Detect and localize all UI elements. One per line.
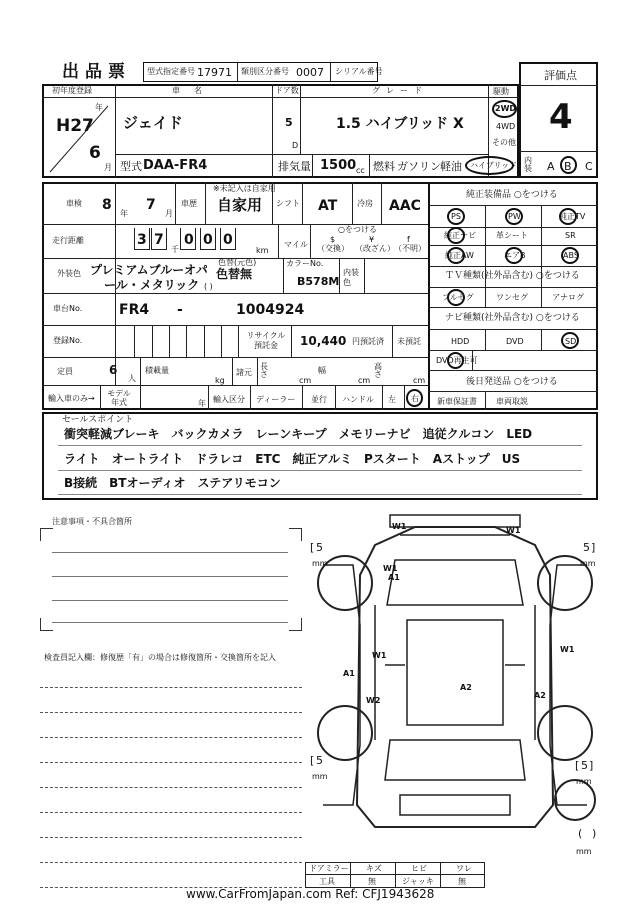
tread-fr-unit: mm [580, 559, 596, 568]
handle-left: 左 [388, 395, 396, 404]
mark-7: A1 [343, 669, 355, 678]
class-value: 0007 [296, 66, 324, 79]
interior-c: C [585, 160, 593, 173]
rear-window [385, 740, 525, 780]
wid-label: 幅 [318, 366, 326, 375]
front-bumper [390, 515, 520, 527]
recycle-done: 円預託済 [352, 337, 384, 346]
wid-unit: cm [358, 376, 371, 385]
mile-label: マイル [284, 240, 308, 249]
navi-dvd-play: DVD再生可 [436, 356, 478, 365]
tv-analog: アナログ [552, 293, 584, 302]
page-title: 出品票 [62, 62, 131, 82]
tread-fl: 5 [316, 541, 323, 554]
mile-unknown-mark: f [407, 235, 410, 244]
color-change-value: 色替無 [216, 267, 253, 281]
chassis-prefix: FR4 [119, 302, 150, 318]
mile-swap-mark: $ [330, 235, 336, 244]
era-year: H27 [56, 116, 94, 136]
handle-label: ハンドル [342, 395, 374, 404]
interior-b: B [564, 160, 572, 173]
opt-abs: ABS [563, 251, 579, 260]
score-value: 4 [549, 97, 573, 137]
sales-points-line-1: 衝突軽減ブレーキ バックカメラ レーンキープ メモリーナビ 追従クルコン LED [64, 427, 533, 441]
fuel-diesel: 軽油 [440, 160, 462, 173]
caution-box [40, 528, 302, 631]
capacity-value: 6 [109, 363, 118, 377]
import-label: 輸入車のみ→ [48, 394, 95, 403]
mileage-digit-4: 0 [203, 232, 213, 248]
mileage-digit-2: 7 [154, 232, 164, 248]
dims-label: 諸元 [236, 368, 252, 377]
tv-oneseg: ワンセグ [496, 293, 528, 302]
mileage-digit-5: 0 [223, 232, 233, 248]
opt-genuine-tv: 純正TV [559, 212, 586, 221]
mark-6: W1 [560, 645, 575, 654]
drive-4wd: 4WD [496, 122, 516, 131]
insp-year-mark: 年 [120, 209, 128, 218]
load-label: 積載量 [145, 366, 169, 375]
tread-rr-unit: mm [576, 777, 592, 786]
insp-month-mark: 月 [165, 209, 173, 218]
mileage-unit: km [256, 246, 269, 255]
first-reg-label: 初年度登録 [52, 86, 92, 95]
inspection-label: 車検 [66, 199, 82, 208]
recycle-label: リサイクル預託金 [246, 331, 286, 350]
doors-value: 5 [285, 116, 293, 129]
model-cert-label: 型式指定番号 [147, 67, 195, 76]
reg-no-label: 登録No. [53, 336, 83, 345]
mark-3: W1 [383, 564, 398, 573]
footer-ref: www.CarFromJapan.com Ref: CFJ1943628 [186, 887, 435, 901]
sales-points-line-3: B接続 BTオーディオ ステアリモコン [64, 476, 281, 490]
doors-label: ドア数 [275, 86, 299, 95]
wheel-rear-left [318, 706, 372, 760]
tread-fl-bracket: [ [310, 541, 315, 554]
legend-h4: ワレ [456, 864, 472, 873]
roof [407, 620, 503, 725]
shift-label: シフト [276, 199, 300, 208]
legend-v1: 工具 [319, 877, 335, 886]
navi-dvd: DVD [506, 337, 524, 346]
mark-9: A2 [460, 683, 472, 692]
displacement-unit: cc [356, 166, 365, 175]
score-label: 評価点 [544, 69, 577, 82]
mileage-thousand: 千 [171, 245, 179, 254]
chassis-dash: - [177, 302, 183, 318]
year-mark: 年 [95, 103, 103, 112]
mark-2: W1 [506, 526, 521, 535]
color-no-value: B578M [297, 275, 340, 288]
interior-a: A [547, 160, 555, 173]
month-mark: 月 [104, 163, 112, 172]
later-title: 後日発送品 ○をつける [466, 377, 558, 387]
insp-month: 7 [146, 197, 156, 213]
ac-value: AAC [389, 198, 421, 214]
tread-rr: 5 [581, 759, 588, 772]
capacity-label: 定員 [57, 367, 73, 376]
spare-unit: mm [576, 847, 592, 856]
car-name-value: ジェイド [123, 114, 183, 132]
mile-tamper-mark: ¥ [369, 235, 375, 244]
mileage-label: 走行距離 [52, 236, 84, 245]
drive-2wd: 2WD [495, 104, 517, 113]
opt-leather: 革シート [496, 231, 528, 240]
legend-v4: 無 [458, 877, 466, 886]
recycle-value: 10,440 [300, 334, 347, 348]
tv-title: ＴＶ種類(社外品含む) ○をつける [445, 271, 580, 281]
color-no-label: カラーNo. [286, 259, 324, 268]
history-value: 自家用 [217, 196, 263, 214]
opt-airbag: エアB [504, 251, 526, 260]
opt-genuine-aw: 純正AW [445, 251, 474, 260]
recycle-not: 未預託 [397, 337, 421, 346]
tread-fl-unit: mm [312, 559, 328, 568]
interior-color-label: 内装色 [343, 268, 359, 287]
fuel-hybrid: ハイブリッド [470, 161, 518, 170]
model-label: 型式 [120, 160, 142, 173]
history-label: 車歴 [181, 199, 197, 208]
later-warranty: 新車保証書 [437, 397, 477, 406]
legend-v2: 無 [368, 877, 376, 886]
legend-v3: ジャッキ [402, 877, 434, 886]
mark-4: A1 [388, 573, 400, 582]
import-dealer: ディーラー [256, 395, 296, 404]
shift-value: AT [318, 198, 338, 214]
insp-year: 8 [102, 197, 112, 213]
spare-wheel [555, 777, 595, 820]
mark-1: W1 [392, 522, 407, 531]
grade-value: 1.5 ハイブリッド X [336, 116, 464, 132]
opt-ps: PS [451, 212, 461, 221]
wheel-rear-right [538, 706, 592, 760]
mile-swap: （交換） [317, 244, 349, 253]
color-value-1: プレミアムブルーオパ [90, 263, 208, 277]
chassis-number: 1004924 [236, 302, 305, 318]
opt-pw: PW [508, 212, 521, 221]
rear-bumper [400, 795, 510, 815]
mile-circle-note: ○をつける [338, 225, 377, 234]
tread-rl: 5 [316, 754, 323, 767]
capacity-unit: 人 [128, 374, 136, 383]
opt-genuine-navi: 純正ナビ [444, 231, 476, 240]
navi-sd: SD [565, 337, 577, 346]
model-value: DAA-FR4 [143, 158, 208, 173]
sales-points-line-2: ライト オートライト ドラレコ ETC 純正アルミ Pスタート Aストップ US [64, 452, 521, 466]
genuine-title: 純正装備品 ○をつける [466, 190, 558, 200]
mark-10: A2 [534, 691, 546, 700]
color-label: 外装色 [57, 269, 81, 278]
fuel-label: 燃料 [373, 160, 395, 173]
len-unit: cm [299, 376, 312, 385]
mark-8: W2 [366, 696, 381, 705]
mark-5: W1 [372, 651, 387, 660]
serial-label: シリアル番号 [335, 67, 383, 76]
later-manual: 車両取説 [496, 397, 528, 406]
inspector-label: 検査員記入欄：修復歴「有」の場合は修復箇所・交換箇所を記入 [44, 653, 276, 662]
history-note: ※未記入は自家用 [213, 184, 276, 193]
mile-unknown: （不明） [394, 244, 426, 253]
hgt-label: 高さ [374, 362, 382, 379]
opt-sr: SR [565, 231, 576, 240]
color-change-label: 色替(元色) [218, 258, 257, 267]
car-name-label: 車名 [172, 86, 216, 95]
navi-hdd: HDD [451, 337, 470, 346]
caution-label: 注意事項・不具合箇所 [52, 517, 132, 526]
handle-right: 右 [411, 394, 419, 403]
class-label: 類別区分番号 [241, 67, 289, 76]
color-change-paren: ( ) [204, 282, 213, 291]
drive-label: 駆動 [493, 87, 509, 96]
ac-label: 冷房 [357, 199, 373, 208]
mile-tamper: （改ざん） [355, 244, 395, 253]
month-value: 6 [89, 143, 101, 163]
tv-fullseg: フルセグ [442, 293, 474, 302]
model-cert-value: 17971 [197, 66, 232, 79]
interior-label: 内装 [524, 156, 532, 173]
len-label: 長さ [260, 362, 268, 379]
grade-label: グレード [372, 86, 428, 95]
fuel-gas: ガソリン [397, 160, 441, 173]
import-class-label: 輸入区分 [213, 395, 245, 404]
doors-sub: D [292, 141, 299, 150]
tread-rl-unit: mm [312, 772, 328, 781]
legend-h3: ヒビ [411, 864, 427, 873]
legend-h1: ドアミラー [309, 864, 349, 873]
hgt-unit: cm [413, 376, 426, 385]
mileage-digit-1: 3 [137, 232, 147, 248]
mileage-digit-3: 0 [184, 232, 194, 248]
model-year-label: モデル年式 [107, 389, 131, 407]
windshield [387, 560, 523, 605]
model-year-unit: 年 [198, 399, 206, 408]
sales-points-label: セールスポイント [62, 415, 134, 425]
navi-title: ナビ種類(社外品含む) ○をつける [445, 313, 580, 323]
color-value-2: ール・メタリック [104, 278, 200, 292]
drive-other: その他 [492, 138, 516, 147]
legend-h2: キズ [366, 864, 382, 873]
displacement-value: 1500 [320, 158, 357, 173]
chassis-label: 車台No. [53, 304, 83, 313]
load-unit: kg [215, 376, 225, 385]
import-parallel: 並行 [311, 395, 327, 404]
displacement-label: 排気量 [278, 160, 311, 173]
tread-fr: 5 [583, 541, 590, 554]
